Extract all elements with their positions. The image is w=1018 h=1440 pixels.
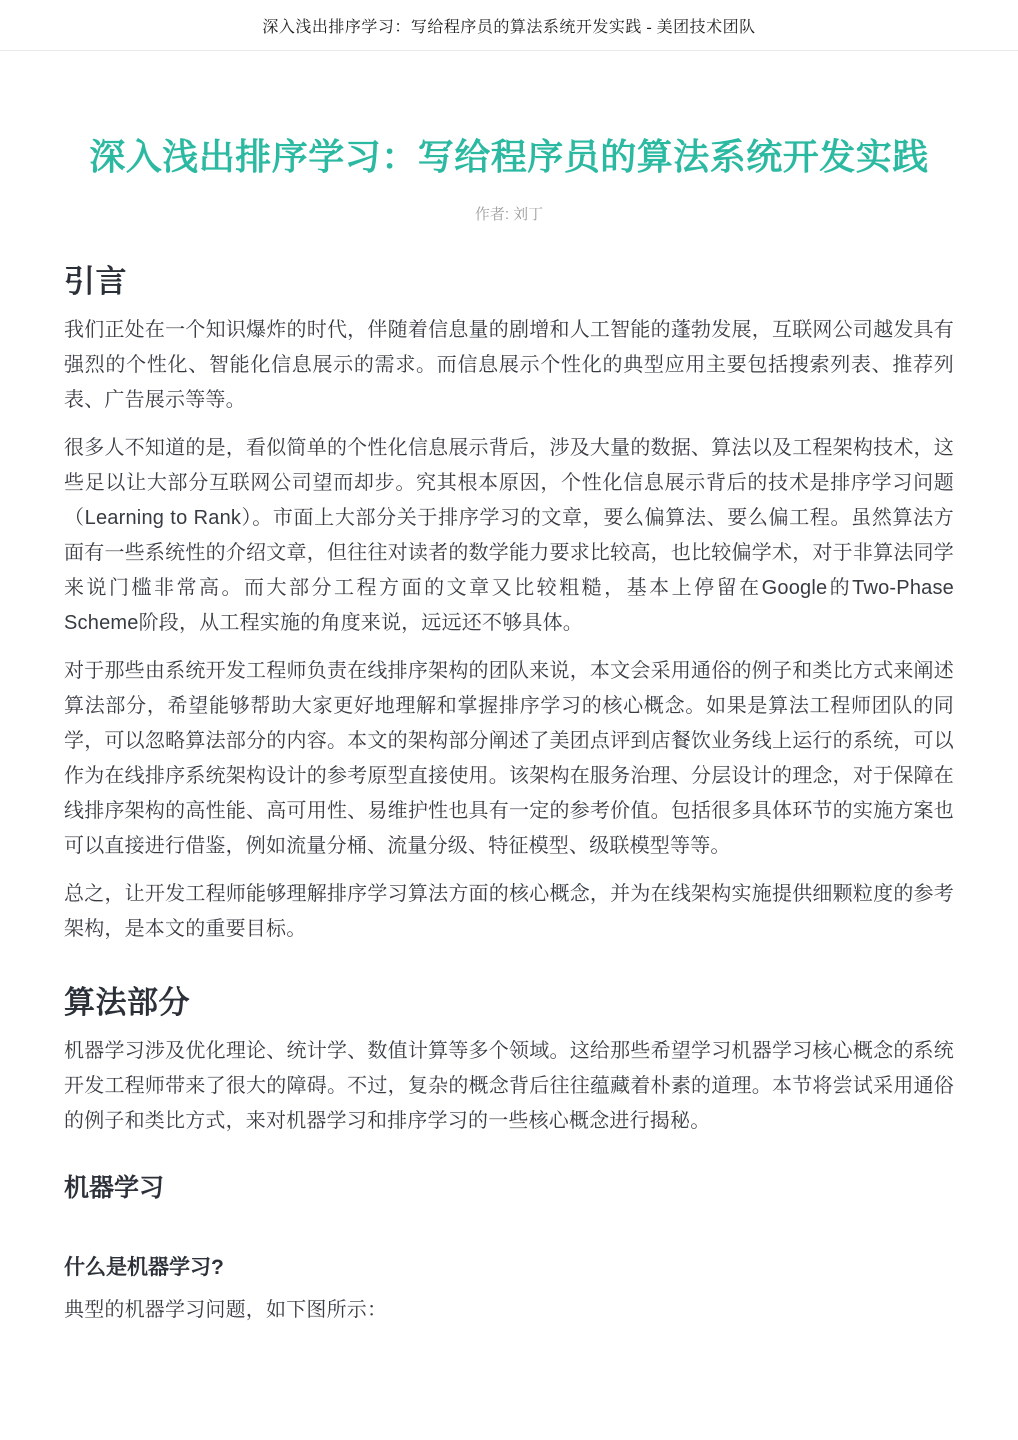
paragraph: 机器学习涉及优化理论、统计学、数值计算等多个领域。这给那些希望学习机器学习核心概念的系统开发工程师带来了很大的障碍。不过，复杂的概念背后往往蕴藏着朴素的道理。本节将尝试采用通俗的例子和类比方式，来对机器学习和排序学习的一些核心概念进行揭秘。 [64, 1040, 954, 1133]
section-heading: 算法部分 [64, 985, 190, 1021]
paragraph: 典型的机器学习问题，如下图所示： [64, 1299, 388, 1322]
article [64, 51, 954, 1328]
article-title: 深入浅出排序学习：写给程序员的算法系统开发实践 [89, 136, 929, 177]
document-header-title: 深入浅出排序学习：写给程序员的算法系统开发实践 - 美团技术团队 [262, 18, 756, 36]
article-body [64, 264, 954, 1328]
paragraph: 很多人不知道的是，看似简单的个性化信息展示背后，涉及大量的数据、算法以及工程架构技术，这些足以让大部分互联网公司望而却步。究其根本原因，个性化信息展示背后的技术是排序学习问题（Learning to Rank）。市面上大部分关于排序学习的文章，要么偏算法、要么偏工程。虽然算法方面有一些系统性的介绍文章，但往往对读者的数学能力要求比较高，也比较偏学术，对于非算法同学来说门槛非常高。而大部分工程方面的文章又比较粗糙，基本上停留在Google的Two-Phase Scheme阶段，从工程实施的角度来说，远远还不够具体。 [64, 437, 954, 635]
paragraph: 总之，让开发工程师能够理解排序学习算法方面的核心概念，并为在线架构实施提供细颗粒度的参考架构，是本文的重要目标。 [64, 883, 954, 941]
paragraph: 对于那些由系统开发工程师负责在线排序架构的团队来说，本文会采用通俗的例子和类比方式来阐述算法部分，希望能够帮助大家更好地理解和掌握排序学习的核心概念。如果是算法工程师团队的同学，可以忽略算法部分的内容。本文的架构部分阐述了美团点评到店餐饮业务线上运行的系统，可以作为在线排序系统架构设计的参考原型直接使用。该架构在服务治理、分层设计的理念，对于保障在线排序架构的高性能、高可用性、易维护性也具有一定的参考价值。包括很多具体环节的实施方案也可以直接进行借鉴，例如流量分桶、流量分级、特征模型、级联模型等等。 [64, 660, 954, 858]
print-header [0, 0, 1018, 51]
section-heading: 引言 [64, 264, 127, 300]
section-heading: 什么是机器学习? [64, 1256, 224, 1280]
section-heading: 机器学习 [64, 1174, 165, 1203]
paragraph: 我们正处在一个知识爆炸的时代，伴随着信息量的剧增和人工智能的蓬勃发展，互联网公司越发具有强烈的个性化、智能化信息展示的需求。而信息展示个性化的典型应用主要包括搜索列表、推荐列表、广告展示等等。 [64, 319, 954, 412]
article-author: 作者: 刘丁 [474, 206, 544, 224]
